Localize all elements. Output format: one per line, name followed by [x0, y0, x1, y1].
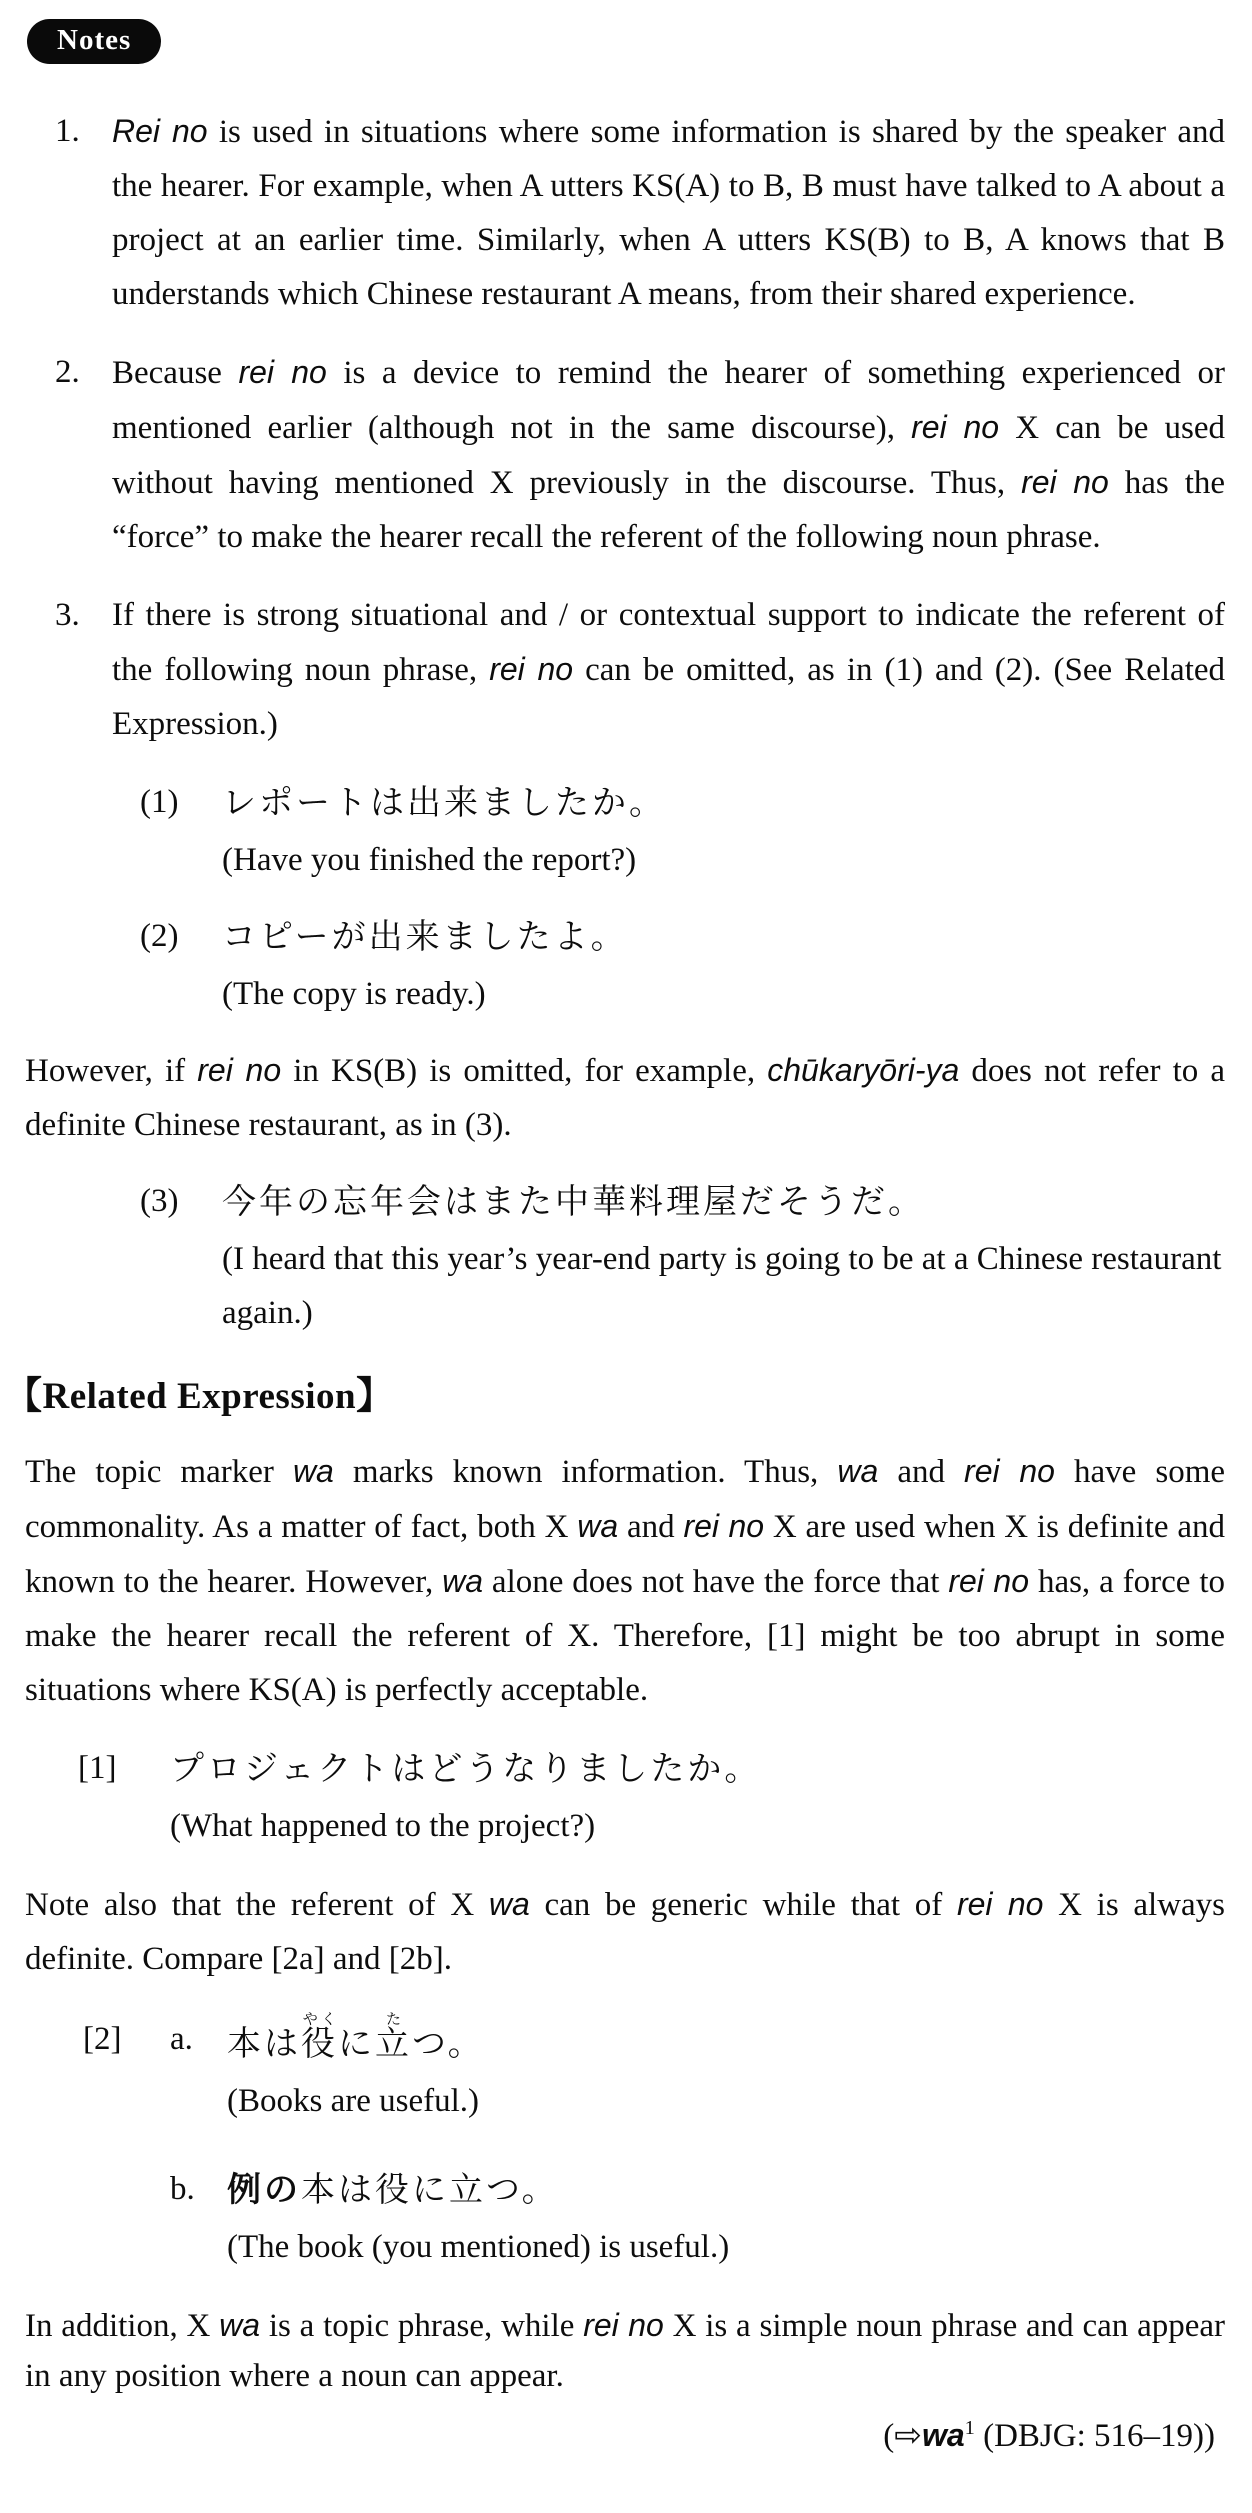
example-japanese: コピーが出来ましたよ。: [222, 919, 628, 956]
example-japanese: レポートは出来ましたか。: [222, 785, 666, 822]
example-translation: (What happened to the project?): [170, 1808, 596, 1844]
example-label: [1]: [78, 1750, 117, 1786]
example-japanese: 本は役やくに立たつ。: [227, 2012, 485, 2063]
example-translation: (Books are useful.): [227, 2083, 480, 2119]
cross-reference: ($⇨wa^1$ (DBJG: 516–19)): [883, 2417, 1215, 2454]
note-text: If there is strong situational and / or contextual support to indicate the referent of the following noun phrase, rei no can be omitted, as in (1) and (2). (See Related Expression.): [112, 597, 1226, 742]
note-number: 2.: [55, 354, 80, 390]
example-label: (2): [140, 918, 179, 954]
example-2a: [170, 2012, 729, 2128]
note-text: Rei no is used in situations where some information is shared by the speaker and the hearer. For example, when A utters KS(A) to B, B must have talked to A about a project at an earlier time. Similarly, when A utters KS(B) to B, A knows that B understands which Chinese restaurant A means, from their shared experience.: [112, 113, 1225, 312]
notes-badge: Notes: [27, 19, 161, 64]
example-translation: (The copy is ready.): [222, 976, 486, 1012]
example-translation: (I heard that this year’s year-end party is going to be at a Chinese restaurant again.): [222, 1241, 1222, 1331]
example-japanese: 例の本は役に立つ。: [227, 2172, 559, 2209]
example-1: [140, 775, 1225, 887]
example-translation: (The book (you mentioned) is useful.): [227, 2229, 730, 2265]
note-number: 1.: [55, 113, 80, 149]
example-bracket-2: [83, 2012, 1225, 2274]
note-number: 3.: [55, 597, 80, 633]
example-label: (3): [140, 1183, 179, 1219]
example-label: [2]: [83, 2021, 122, 2057]
example-japanese: プロジェクトはどうなりましたか。: [170, 1751, 762, 1788]
related-expression-heading: 【Related Expression】: [5, 1376, 394, 1417]
paragraph-note-also: Note also that the referent of X wa can be generic while that of rei no X is always definite. Compare [2a] and [2b].: [25, 1886, 1226, 1977]
example-3: [140, 1174, 1225, 1340]
note-item-1: [25, 104, 1225, 321]
example-2: [140, 909, 1225, 1021]
example-sub-label: b.: [170, 2171, 195, 2207]
note-text: Because rei no is a device to remind the hearer of something experienced or mentioned earlier (although not in the same discourse), rei no X can be used without having mentioned X previously in the discourse. Thus, rei no has the “force” to make the hearer recall the referent of the following noun phrase.: [112, 354, 1226, 555]
paragraph-in-addition: In addition, X wa is a topic phrase, while rei no X is a simple noun phrase and can appear in any position where a noun can appear.: [25, 2307, 1226, 2394]
example-sub-label: a.: [170, 2021, 193, 2057]
example-japanese: 今年の忘年会はまた中華料理屋だそうだ。: [222, 1184, 925, 1221]
example-translation: (Have you finished the report?): [222, 842, 637, 878]
note-item-3: [25, 588, 1225, 751]
paragraph-related-expression-intro: The topic marker wa marks known information. Thus, wa and rei no have some commonality. As a matter of fact, both X wa and rei no X are used when X is definite and known to the hearer. However, wa alone does not have the force that rei no has, a force to make the hearer recall the referent of X. Therefore, [1] might be too abrupt in some situations where KS(A) is perfectly acceptable.: [25, 1453, 1226, 1708]
example-label: (1): [140, 784, 179, 820]
example-bracket-1: [78, 1741, 1225, 1853]
note-item-2: [25, 345, 1225, 564]
example-2b: [170, 2162, 729, 2274]
paragraph-however: However, if rei no in KS(B) is omitted, for example, chūkaryōri-ya does not refer to a definite Chinese restaurant, as in (3).: [25, 1052, 1225, 1143]
